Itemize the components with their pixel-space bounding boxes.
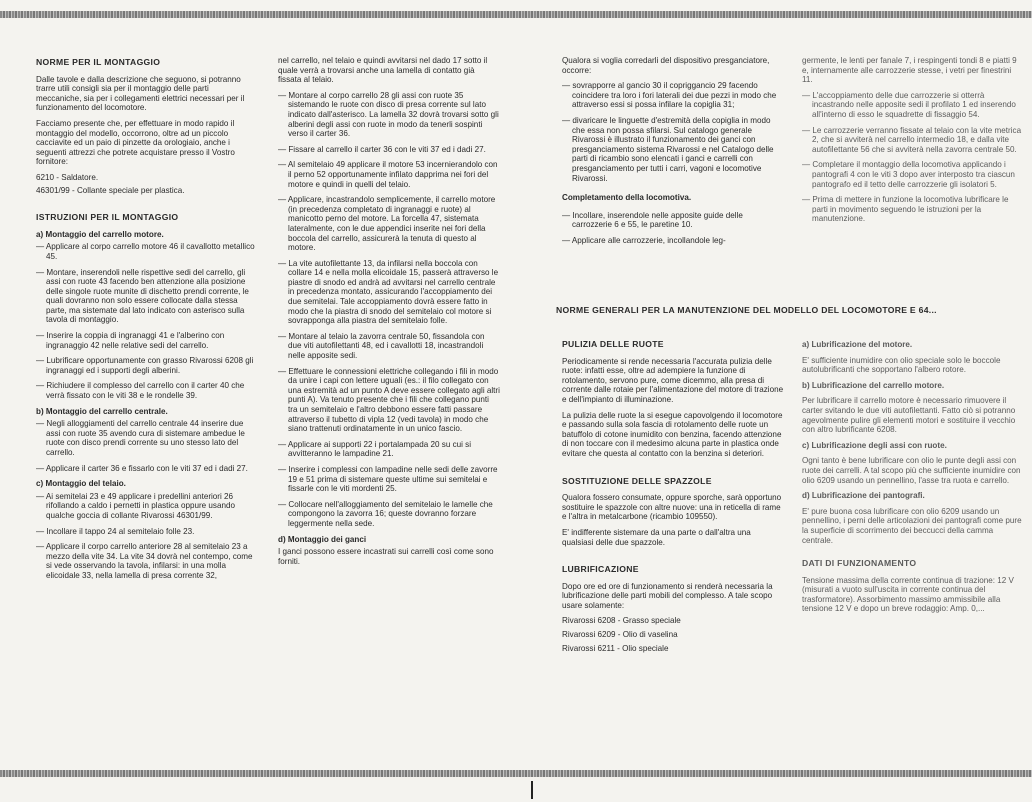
list-item: — Incollare il tappo 24 al semitelaio folle 23. bbox=[36, 526, 195, 536]
list-item: — Fissare al carrello il carter 36 con le viti 37 ed i dadi 27. bbox=[278, 144, 486, 154]
paragraph: 46301/99 - Collante speciale per plastica. bbox=[36, 185, 185, 195]
list-item: — Applicare il carter 36 e fissarlo con le viti 37 ed i dadi 27. bbox=[36, 463, 248, 473]
list-item: — Montare al telaio la zavorra centrale 50, fissandola con due viti autofilettanti 48, ed i cavallotti 18, incastrandoli nelle apposite sedi. bbox=[278, 331, 485, 361]
list-item: — Effettuare le connessioni elettriche collegando i fili in modo da unire i capi con lettere uguali (es.: il filo collegato con una estremità ad un punto A deve essere collegato agli altri punti A). Va tenuto presente che i fili che collegano punti tra un semitelaio e l'altro debbono essere fatti passare attraverso il tubetto di vipla 12 (vedi tavola) in modo che siano trattenuti ordinatamente in un unico fascio. bbox=[278, 366, 500, 434]
list-item: — Inserire i complessi con lampadine nelle sedi delle zavorre 19 e 51 prima di sistemare queste ultime sui semitelai e fissarle con le viti mordenti 25. bbox=[278, 464, 498, 494]
paragraph: Periodicamente si rende necessaria l'accurata pulizia delle ruote: infatti esse, oltre ad adempiere la funzione di rotolamento, servono pure, come dicemmo, alla presa di corrente dalle rotaie per l'alimentazione del motore di trazione e dell'impianto di illuminazione. bbox=[562, 356, 784, 404]
list-item: — Montare, inserendoli nelle rispettive sedi del carrello, gli assi con ruote 43 facendo ben attenzione alla posizione delle singole ruote munite di dischetto prendi corrente, le quali dovranno non solo essere collocate dalla stessa parte, ma sistemate dal lato indicato con asterisco sulla tavola di montaggio. bbox=[36, 267, 249, 325]
paragraph: Qualora fossero consumate, oppure sporche, sarà opportuno sostituire le spazzole con altre nuove: una in reticella di rame e l'altra in metalcarbone (ricambio 109550). bbox=[562, 493, 782, 522]
heading-norme-manutenzione: NORME GENERALI PER LA MANUTENZIONE DEL MODELLO DEL LOCOMOTORE E 64... bbox=[556, 305, 937, 315]
list-item: — Lubrificare opportunamente con grasso Rivarossi 6208 gli ingranaggi ed i supporti degli alberini. bbox=[36, 356, 254, 375]
paragraph: Facciamo presente che, per effettuare in modo rapido il montaggio del modello, occorrono, oltre ad un piccolo cacciavite ed un paio di pinzette da orologiaio, anche i seguenti attrezzi che potrete acquistare presso il Vostro fornitore: bbox=[36, 118, 235, 167]
list-item: — L'accoppiamento delle due carrozzerie si otterrà incastrando nelle apposite sedi il profilato 1 ed inserendo all'interno di esso le squadrette di fissaggio 54. bbox=[802, 90, 1016, 119]
list-item: — Applicare, incastrandolo semplicemente, il carrello motore (in precedenza completato di ingranaggi e ruote) al manicotto perno del motore. La forcella 47, sistemata lateralmente, con le due appendici inserite nei fori della boccola del carrello, assicurerà la tenuta di questo al motore. bbox=[278, 195, 496, 253]
list-item: — Richiudere il complesso del carrello con il carter 40 che verrà fissato con le viti 38 e le rondelle 39. bbox=[36, 381, 245, 401]
heading-istruzioni-montaggio: ISTRUZIONI PER IL MONTAGGIO bbox=[36, 212, 179, 223]
subheading-completamento: Completamento della locomotiva. bbox=[562, 193, 692, 203]
list-item: — Al semitelaio 49 applicare il motore 53 incernierandolo con il perno 52 opportunamente infilato dapprima nei fori del motore e quindi in quelli del telaio. bbox=[278, 160, 498, 189]
heading-pulizia-ruote: PULIZIA DELLE RUOTE bbox=[562, 340, 664, 349]
paragraph: Dopo ore ed ore di funzionamento si renderà necessaria la lubrificazione delle parti mobili del complesso. A tale scopo usare solamente: bbox=[562, 581, 773, 610]
subheading-lubrificazione-pantografi: d) Lubrificazione dei pantografi. bbox=[802, 491, 925, 501]
paragraph: E' indifferente sistemare da una parte o dall'altra una qualsiasi delle due spazzole. bbox=[562, 527, 751, 547]
lubricant-item: Rivarossi 6211 - Olio speciale bbox=[562, 643, 669, 653]
heading-norme-montaggio: NORME PER IL MONTAGGIO bbox=[36, 57, 161, 67]
list-item: — divaricare le linguette d'estremità della copiglia in modo che essa non possa sfilarsi. Sul catalogo generale Rivarossi è illustrato il funzionamento dei ganci con presganciamento sistema Rivarossi e nel Catalogo delle parti di ricambio sono elencati i ganci e carrelli con presganciamento per tutti i carri, vagoni e locomotive Rivarossi. bbox=[562, 115, 774, 183]
list-item: — sovrapporre al gancio 30 il copriggancio 29 facendo coincidere tra loro i fori laterali dei due pezzi in modo che attraverso essi si possa infilare la copiglia 31; bbox=[562, 81, 777, 110]
subheading-lubrificazione-motore: a) Lubrificazione del motore. bbox=[802, 340, 913, 349]
subheading-ganci: d) Montaggio dei ganci bbox=[278, 534, 367, 544]
list-item: — Completare il montaggio della locomotiva applicando i pantografi 4 con le viti 3 dopo aver interposto tra ciascun pantografo ed il tetto delle carrozzerie gli isolatori 5. bbox=[802, 160, 1015, 189]
subheading-carrello-motore: a) Montaggio del carrello motore. bbox=[36, 229, 164, 239]
paragraph: Dalle tavole e dalla descrizione che seguono, si potranno trarre utili consigli sia per il montaggio delle parti meccaniche, sia per i collegamenti elettrici necessari per il funzionamento del locomotore. bbox=[36, 74, 245, 113]
fold-mark bbox=[531, 781, 533, 799]
list-item: — Applicare ai supporti 22 i portalampada 20 su cui si avvitteranno le lampadine 21. bbox=[278, 439, 472, 459]
heading-sostituzione-spazzole: SOSTITUZIONE DELLE SPAZZOLE bbox=[562, 475, 712, 486]
column-5 bbox=[562, 340, 784, 768]
list-item: — Inserire la coppia di ingranaggi 41 e l'alberino con ingranaggio 42 nelle relative sedi del carrello. bbox=[36, 331, 225, 350]
paragraph: germente, le lenti per fanale 7, i respingenti tondi 8 e piatti 9 e, internamente alle carrozzerie stesse, i vetri per finestrini 11. bbox=[802, 56, 1017, 85]
list-item: — Collocare nell'alloggiamento del semitelaio le lamelle che compongono la zavorra 16; queste dovranno forzare leggermente nella sede. bbox=[278, 499, 493, 528]
paragraph: E' pure buona cosa lubrificare con olio 6209 usando un pennellino, i perni delle articolazioni dei pantografi come pure la superficie di scorrimento dei beccucci della camma centrale. bbox=[802, 506, 1022, 545]
column-6 bbox=[802, 340, 1024, 768]
list-item: — Incollare, inserendole nelle apposite guide delle carrozzerie 6 e 55, le paretine 10. bbox=[562, 210, 743, 230]
subheading-lubrificazione-carrello: b) Lubrificazione del carrello motore. bbox=[802, 380, 945, 390]
column-4 bbox=[802, 56, 1024, 296]
lubricant-item: Rivarossi 6209 - Olio di vaselina bbox=[562, 630, 678, 640]
paragraph: E' sufficiente inumidire con olio speciale solo le boccole autolubrificanti che sopportano l'albero rotore. bbox=[802, 355, 1001, 375]
paragraph: Qualora si voglia corredarli del dispositivo presganciatore, occorre: bbox=[562, 56, 770, 75]
heading-dati-funzionamento: DATI DI FUNZIONAMENTO bbox=[802, 558, 917, 569]
column-2 bbox=[278, 56, 500, 766]
paragraph: I ganci possono essere incastrati sui carrelli così come sono forniti. bbox=[278, 547, 494, 566]
top-scan-band bbox=[0, 11, 1032, 18]
paragraph: 6210 - Saldatore. bbox=[36, 172, 99, 182]
list-item: — Prima di mettere in funzione la locomotiva lubrificare le parti in movimento seguendo le istruzioni per la manutenzione. bbox=[802, 195, 1009, 224]
list-item: — Negli alloggiamenti del carrello centrale 44 inserire due assi con ruote 35 avendo cura di sistemare ambedue le ruote con disco prendi corrente su uno stesso lato del carrello. bbox=[36, 419, 245, 457]
paragraph: Ogni tanto è bene lubrificare con olio le punte degli assi con ruote dei carrelli. A tal scopo più che sufficiente inumidire con olio 6209 usando un pennellino, l'asse tra ruota e carrello. bbox=[802, 456, 1021, 485]
column-3 bbox=[562, 56, 784, 296]
list-item: — Applicare alle carrozzerie, incollandole leg- bbox=[562, 235, 726, 245]
paragraph: Tensione massima della corrente continua di trazione: 12 V (misurati a vuoto sull'uscita in corrente continua del trasformatore). Assorbimento massimo ammissibile alla tensione 12 V e dopo un breve rodaggio: Amp. 0,... bbox=[802, 575, 1014, 614]
paragraph: Per lubrificare il carrello motore è necessario rimuovere il carter svitando le due viti autofilettanti. Fatto ciò si potranno agevolmente pulire gli elementi motori e sostituire il vecchio con altro lubrificante 6208. bbox=[802, 396, 1016, 435]
lubricant-item: Rivarossi 6208 - Grasso speciale bbox=[562, 616, 681, 626]
list-item: — Applicare il corpo carrello anteriore 28 al semitelaio 23 a mezzo della vite 34. La vite 34 dovrà nel contempo, come si vede osservando la tavola, infilarsi: in una molla elicoidale 33, nella lamella di presa corrente 32, bbox=[36, 542, 253, 580]
subheading-carrello-centrale: b) Montaggio del carrello centrale. bbox=[36, 406, 168, 416]
paragraph: La pulizia delle ruote la si esegue capovolgendo il locomotore e passando sulla sola fascia di rotolamento delle ruote un batuffolo di cotone inumidito con benzina, facendo attenzione di non toccare con il medesimo alcuna parte in plastica onde evitare che questa al contatto con la benzina si deteriori. bbox=[562, 410, 783, 458]
list-item: — Applicare al corpo carrello motore 46 il cavallotto metallico 45. bbox=[36, 242, 255, 261]
bottom-scan-band bbox=[0, 770, 1032, 777]
subheading-lubrificazione-assi: c) Lubrificazione degli assi con ruote. bbox=[802, 440, 947, 450]
list-item: — Montare al corpo carrello 28 gli assi con ruote 35 sistemando le ruote con disco di presa corrente sul lato indicato dall'asterisco. La lamella 32 dovrà trovarsi sotto gli alberini degli assi con ruote in modo da tenerli sospinti verso il carter 36. bbox=[278, 90, 499, 139]
subheading-telaio: c) Montaggio del telaio. bbox=[36, 479, 126, 489]
column-1 bbox=[36, 56, 256, 766]
list-item: — La vite autofilettante 13, da infilarsi nella boccola con collare 14 e nella molla elicoidale 15, passerà attraverso le piastre di snodo ed andrà ad avvitarsi nel carrello centrale in precedenza montato, assicurando l'accoppiamento dei due semitelai. Tale accoppiamento dovrà essere fatto in modo che la piastra di snodo del semitelaio col motore si sovrapponga alla piastra del semitelaio folle. bbox=[278, 258, 499, 326]
paragraph: nel carrello, nel telaio e quindi avvitarsi nel dado 17 sotto il quale verrà a trovarsi anche una lamella di contatto già fissata al telaio. bbox=[278, 56, 488, 85]
list-item: — Le carrozzerie verranno fissate al telaio con la vite metrica 2, che si avviterà nel carrello intermedio 18, e dalla vite autofilettante 56 che si avviterà nella zavorra centrale 50. bbox=[802, 125, 1022, 154]
heading-lubrificazione: LUBRIFICAZIONE bbox=[562, 564, 639, 575]
list-item: — Ai semitelai 23 e 49 applicare i predellini anteriori 26 rifollando a caldo i pernetti in plastica oppure usando qualche goccia di collante Rivarossi 46301/99. bbox=[36, 491, 235, 520]
